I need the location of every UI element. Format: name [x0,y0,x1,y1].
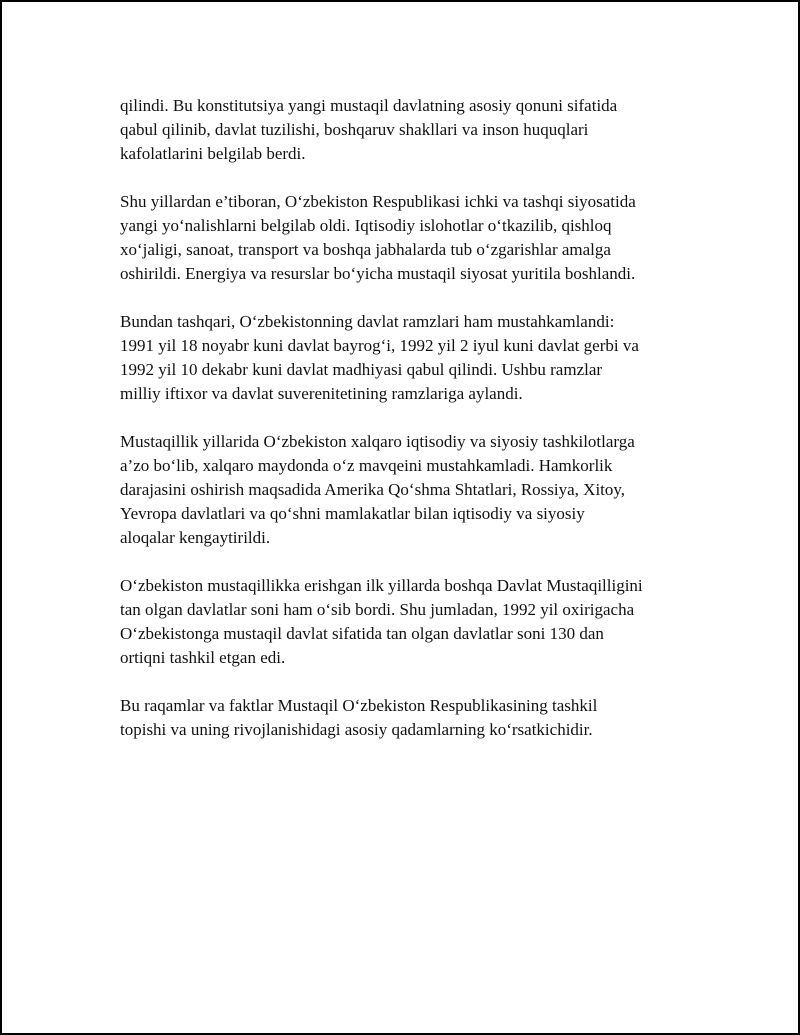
text-line: Bu raqamlar va faktlar Mustaqil O‘zbekiston Respublikasining tashkil [120,696,598,715]
text-line: 1992 yil 10 dekabr kuni davlat madhiyasi qabul qilindi. Ushbu ramzlar [120,360,603,379]
text-line: a’zo bo‘lib, xalqaro maydonda o‘z mavqeini mustahkamladi. Hamkorlik [120,456,613,475]
text-line: topishi va uning rivojlanishidagi asosiy qadamlarning ko‘rsatkichidir. [120,720,593,739]
text-line: qilindi. Bu konstitutsiya yangi mustaqil davlatning asosiy qonuni sifatida [120,96,618,115]
text-line: Yevropa davlatlari va qo‘shni mamlakatlar bilan iqtisodiy va siyosiy [120,504,585,523]
text-line: 1991 yil 18 noyabr kuni davlat bayrog‘i, 1992 yil 2 iyul kuni davlat gerbi va [120,336,639,355]
paragraph-recognition [120,574,720,670]
text-line: milliy iftixor va davlat suverenitetining ramzlariga aylandi. [120,384,523,403]
paragraph-state-symbols [120,310,720,406]
paragraph-policy [120,190,720,286]
text-line: oshirildi. Energiya va resurslar bo‘yicha mustaqil siyosat yuritila boshlandi. [120,264,636,283]
paragraph-international-relations [120,430,720,550]
text-line: O‘zbekistonga mustaqil davlat sifatida tan olgan davlatlar soni 130 dan [120,624,604,643]
text-line: O‘zbekiston mustaqillikka erishgan ilk yillarda boshqa Davlat Mustaqilligini [120,576,643,595]
text-line: Shu yillardan e’tiboran, O‘zbekiston Respublikasi ichki va tashqi siyosatida [120,192,636,211]
paragraph-constitution [120,94,720,166]
text-line: Bundan tashqari, O‘zbekistonning davlat ramzlari ham mustahkamlandi: [120,312,615,331]
text-line: yangi yo‘nalishlarni belgilab oldi. Iqtisodiy islohotlar o‘tkazilib, qishloq [120,216,612,235]
text-line: qabul qilinib, davlat tuzilishi, boshqaruv shakllari va inson huquqlari [120,120,589,139]
text-line: Mustaqillik yillarida O‘zbekiston xalqaro iqtisodiy va siyosiy tashkilotlarga [120,432,635,451]
text-line: aloqalar kengaytirildi. [120,528,271,547]
text-line: tan olgan davlatlar soni ham o‘sib bordi. Shu jumladan, 1992 yil oxirigacha [120,600,635,619]
text-line: xo‘jaligi, sanoat, transport va boshqa jabhalarda tub o‘zgarishlar amalga [120,240,611,259]
paragraph-conclusion [120,694,720,742]
document-body [120,94,720,766]
text-line: ortiqni tashkil etgan edi. [120,648,286,667]
text-line: kafolatlarini belgilab berdi. [120,144,306,163]
text-line: darajasini oshirish maqsadida Amerika Qo‘shma Shtatlari, Rossiya, Xitoy, [120,480,626,499]
